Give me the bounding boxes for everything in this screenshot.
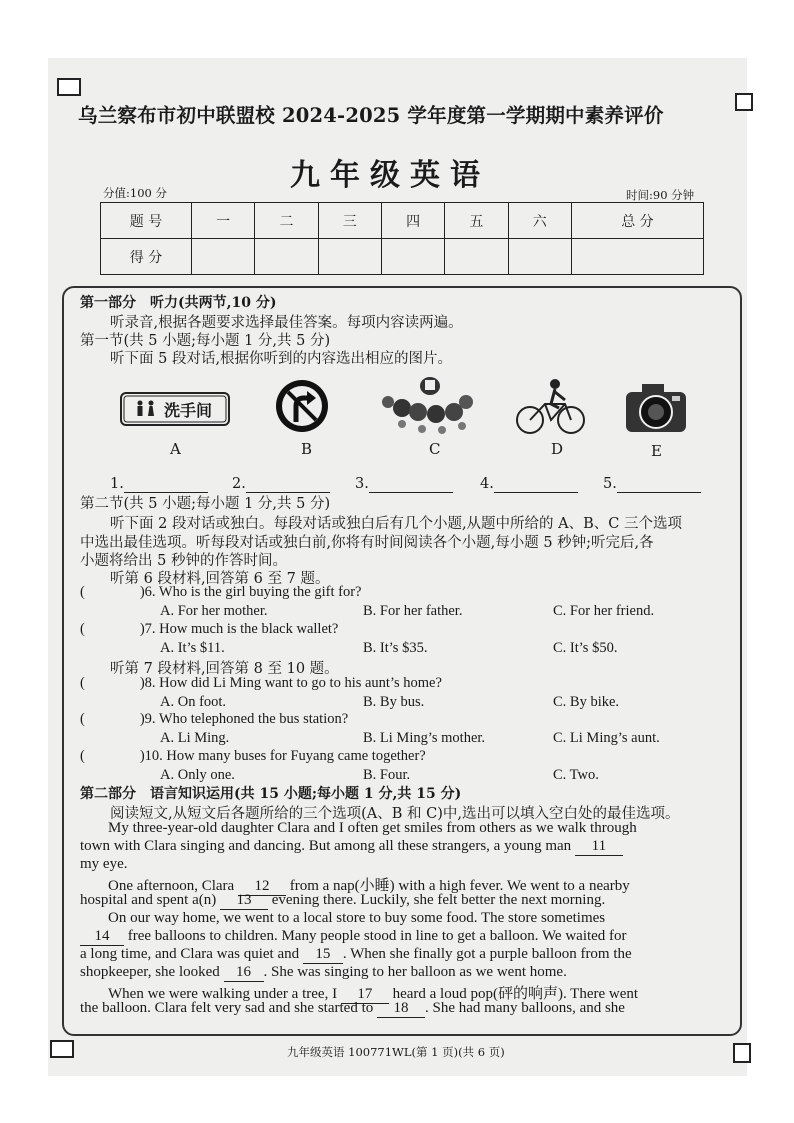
answer-number: 5. bbox=[603, 476, 617, 492]
question-8: ( )8. How did Li Ming want to go to his aunt’s home? bbox=[80, 675, 442, 691]
time-label: 时间:90 分钟 bbox=[626, 188, 695, 202]
camera-icon bbox=[622, 378, 692, 440]
q9-option-b: B. Li Ming’s mother. bbox=[363, 730, 486, 746]
subject-title: 九年级英语 bbox=[290, 158, 490, 193]
part1-intro: 听录音,根据各题要求选择最佳答案。每项内容读两遍。 bbox=[110, 315, 463, 331]
answer-blank-5[interactable] bbox=[603, 476, 701, 493]
score-header-cell: 题 号 bbox=[101, 203, 192, 239]
answer-paren[interactable]: ( bbox=[80, 584, 85, 600]
part2-heading: 第二部分 语言知识运用(共 15 小题;每小题 1 分,共 15 分) bbox=[80, 786, 462, 802]
restroom-sign-image bbox=[120, 392, 230, 426]
score-header-cell: 五 bbox=[445, 203, 508, 239]
answer-paren[interactable]: ( bbox=[80, 711, 85, 727]
passage-line: my eye. bbox=[80, 856, 128, 872]
score-cell[interactable] bbox=[445, 239, 508, 275]
passage-line: shopkeeper, she looked 16 . She was singing to her balloon as we went home. bbox=[80, 964, 567, 980]
q10-option-a: A. Only one. bbox=[160, 767, 235, 783]
q7-option-a: A. It’s $11. bbox=[160, 640, 225, 656]
answer-paren[interactable]: ( bbox=[80, 621, 85, 637]
cloze-blank-15[interactable]: 15 bbox=[303, 946, 343, 964]
material7-instruction: 听第 7 段材料,回答第 8 至 10 题。 bbox=[110, 661, 339, 677]
cloze-blank-16[interactable]: 16 bbox=[224, 964, 264, 982]
q9-option-a: A. Li Ming. bbox=[160, 730, 230, 746]
score-value-label: 分值:100 分 bbox=[103, 186, 167, 200]
picture-label-d: D bbox=[551, 440, 564, 458]
score-cell[interactable] bbox=[508, 239, 571, 275]
question-6: ( )6. Who is the girl buying the gift for? bbox=[80, 584, 362, 600]
q8-option-b: B. By bus. bbox=[363, 694, 425, 710]
q6-option-a: A. For her mother. bbox=[160, 603, 268, 619]
answer-number: 1. bbox=[110, 476, 124, 492]
page-footer: 九年级英语 100771WL(第 1 页)(共 6 页) bbox=[287, 1045, 505, 1059]
passage-line: 14 free balloons to children. Many people stood in line to get a balloon. We waited for bbox=[80, 928, 627, 946]
answer-blank-3[interactable] bbox=[355, 476, 453, 493]
question-10: ( )10. How many buses for Fuyang came together? bbox=[80, 748, 426, 764]
cloze-blank-14[interactable]: 14 bbox=[80, 928, 124, 946]
q10-option-c: C. Two. bbox=[553, 767, 599, 783]
passage-line: town with Clara singing and dancing. But among all these strangers, a young man 11 bbox=[80, 838, 623, 856]
section1-instruction: 听下面 5 段对话,根据你听到的内容选出相应的图片。 bbox=[110, 351, 453, 367]
answer-paren[interactable]: ( bbox=[80, 675, 85, 691]
score-header-cell: 一 bbox=[192, 203, 255, 239]
cloze-blank-11[interactable]: 11 bbox=[575, 838, 623, 856]
passage-line: My three-year-old daughter Clara and I often get smiles from others as we walk through bbox=[108, 820, 637, 836]
picture-label-b: B bbox=[301, 440, 313, 458]
score-header-cell: 六 bbox=[508, 203, 571, 239]
corner-mark-bottom-right bbox=[733, 1043, 751, 1063]
question-9: ( )9. Who telephoned the bus station? bbox=[80, 711, 349, 727]
question-7: ( )7. How much is the black wallet? bbox=[80, 621, 339, 637]
family-lanterns-image bbox=[378, 374, 488, 446]
passage-line: a long time, and Clara was quiet and 15 . When she finally got a purple balloon from the bbox=[80, 946, 632, 962]
score-row-label: 得 分 bbox=[101, 239, 192, 275]
q8-option-c: C. By bike. bbox=[553, 694, 620, 710]
picture-label-e: E bbox=[651, 442, 662, 460]
q6-option-c: C. For her friend. bbox=[553, 603, 655, 619]
school-title: 乌兰察布市初中联盟校 2024-2025 学年度第一学期期中素养评价 bbox=[78, 104, 664, 127]
picture-label-c: C bbox=[429, 440, 441, 458]
answer-blank-2[interactable] bbox=[232, 476, 330, 493]
section1-heading: 第一节(共 5 小题;每小题 1 分,共 5 分) bbox=[80, 333, 331, 349]
corner-mark-top-right bbox=[735, 93, 753, 111]
section2-instruction-1: 听下面 2 段对话或独白。每段对话或独白后有几个小题,从题中所给的 A、B、C 三个选项 bbox=[110, 516, 682, 532]
corner-mark-top-left bbox=[57, 78, 81, 96]
score-header-cell: 二 bbox=[255, 203, 318, 239]
score-cell[interactable] bbox=[318, 239, 381, 275]
score-table bbox=[100, 202, 704, 275]
answer-number: 2. bbox=[232, 476, 246, 492]
score-cell[interactable] bbox=[571, 239, 703, 275]
corner-mark-bottom-left bbox=[50, 1040, 74, 1058]
q8-option-a: A. On foot. bbox=[160, 694, 227, 710]
q10-option-b: B. Four. bbox=[363, 767, 411, 783]
cloze-blank-12[interactable]: 12 bbox=[238, 878, 286, 896]
answer-paren[interactable]: ( bbox=[80, 748, 85, 764]
part1-heading: 第一部分 听力(共两节,10 分) bbox=[80, 295, 277, 311]
girl-riding-bike-image bbox=[515, 378, 587, 440]
score-header-cell: 四 bbox=[381, 203, 444, 239]
cloze-blank-17[interactable]: 17 bbox=[341, 986, 389, 1004]
q6-option-b: B. For her father. bbox=[363, 603, 463, 619]
answer-blank-4[interactable] bbox=[480, 476, 578, 493]
score-table-header-row bbox=[101, 203, 704, 239]
restroom-sign-text: 洗手间 bbox=[164, 401, 213, 420]
material6-instruction: 听第 6 段材料,回答第 6 至 7 题。 bbox=[110, 571, 330, 587]
passage-line: On our way home, we went to a local store to buy some food. The store sometimes bbox=[108, 910, 606, 926]
score-cell[interactable] bbox=[381, 239, 444, 275]
score-cell[interactable] bbox=[192, 239, 255, 275]
cloze-blank-18[interactable]: 18 bbox=[377, 1000, 425, 1018]
answer-number: 4. bbox=[480, 476, 494, 492]
cloze-blank-13[interactable]: 13 bbox=[220, 892, 268, 910]
picture-label-a: A bbox=[170, 440, 181, 458]
score-cell[interactable] bbox=[255, 239, 318, 275]
section2-instruction-2: 中选出最佳选项。听每段对话或独白前,你将有时间阅读各个小题,每小题 5 秒钟;听完后,各 bbox=[80, 535, 654, 551]
passage-line: hospital and spent a(n) 13 evening there. Luckily, she felt better the next morning. bbox=[80, 892, 606, 908]
q9-option-c: C. Li Ming’s aunt. bbox=[553, 730, 660, 746]
part2-instruction: 阅读短文,从短文后各题所给的三个选项(A、B 和 C)中,选出可以填入空白处的最佳选项。 bbox=[110, 806, 680, 822]
no-right-turn-sign-icon bbox=[274, 378, 330, 438]
passage-line: the balloon. Clara felt very sad and she started to 18 . She had many balloons, and she bbox=[80, 1000, 625, 1016]
q7-option-b: B. It’s $35. bbox=[363, 640, 428, 656]
score-header-cell: 三 bbox=[318, 203, 381, 239]
answer-blank-1[interactable] bbox=[110, 476, 208, 493]
passage-line: One afternoon, Clara 12 from a nap(小睡) with a high fever. We went to a nearby bbox=[108, 878, 630, 894]
section2-heading: 第二节(共 5 小题;每小题 1 分,共 5 分) bbox=[80, 496, 331, 512]
section2-instruction-3: 小题将给出 5 秒钟的作答时间。 bbox=[80, 553, 287, 569]
passage-line: When we were walking under a tree, I 17 heard a loud pop(砰的响声). There went bbox=[108, 986, 639, 1002]
score-header-cell: 总 分 bbox=[571, 203, 703, 239]
answer-number: 3. bbox=[355, 476, 369, 492]
q7-option-c: C. It’s $50. bbox=[553, 640, 618, 656]
score-table-score-row bbox=[101, 239, 704, 275]
